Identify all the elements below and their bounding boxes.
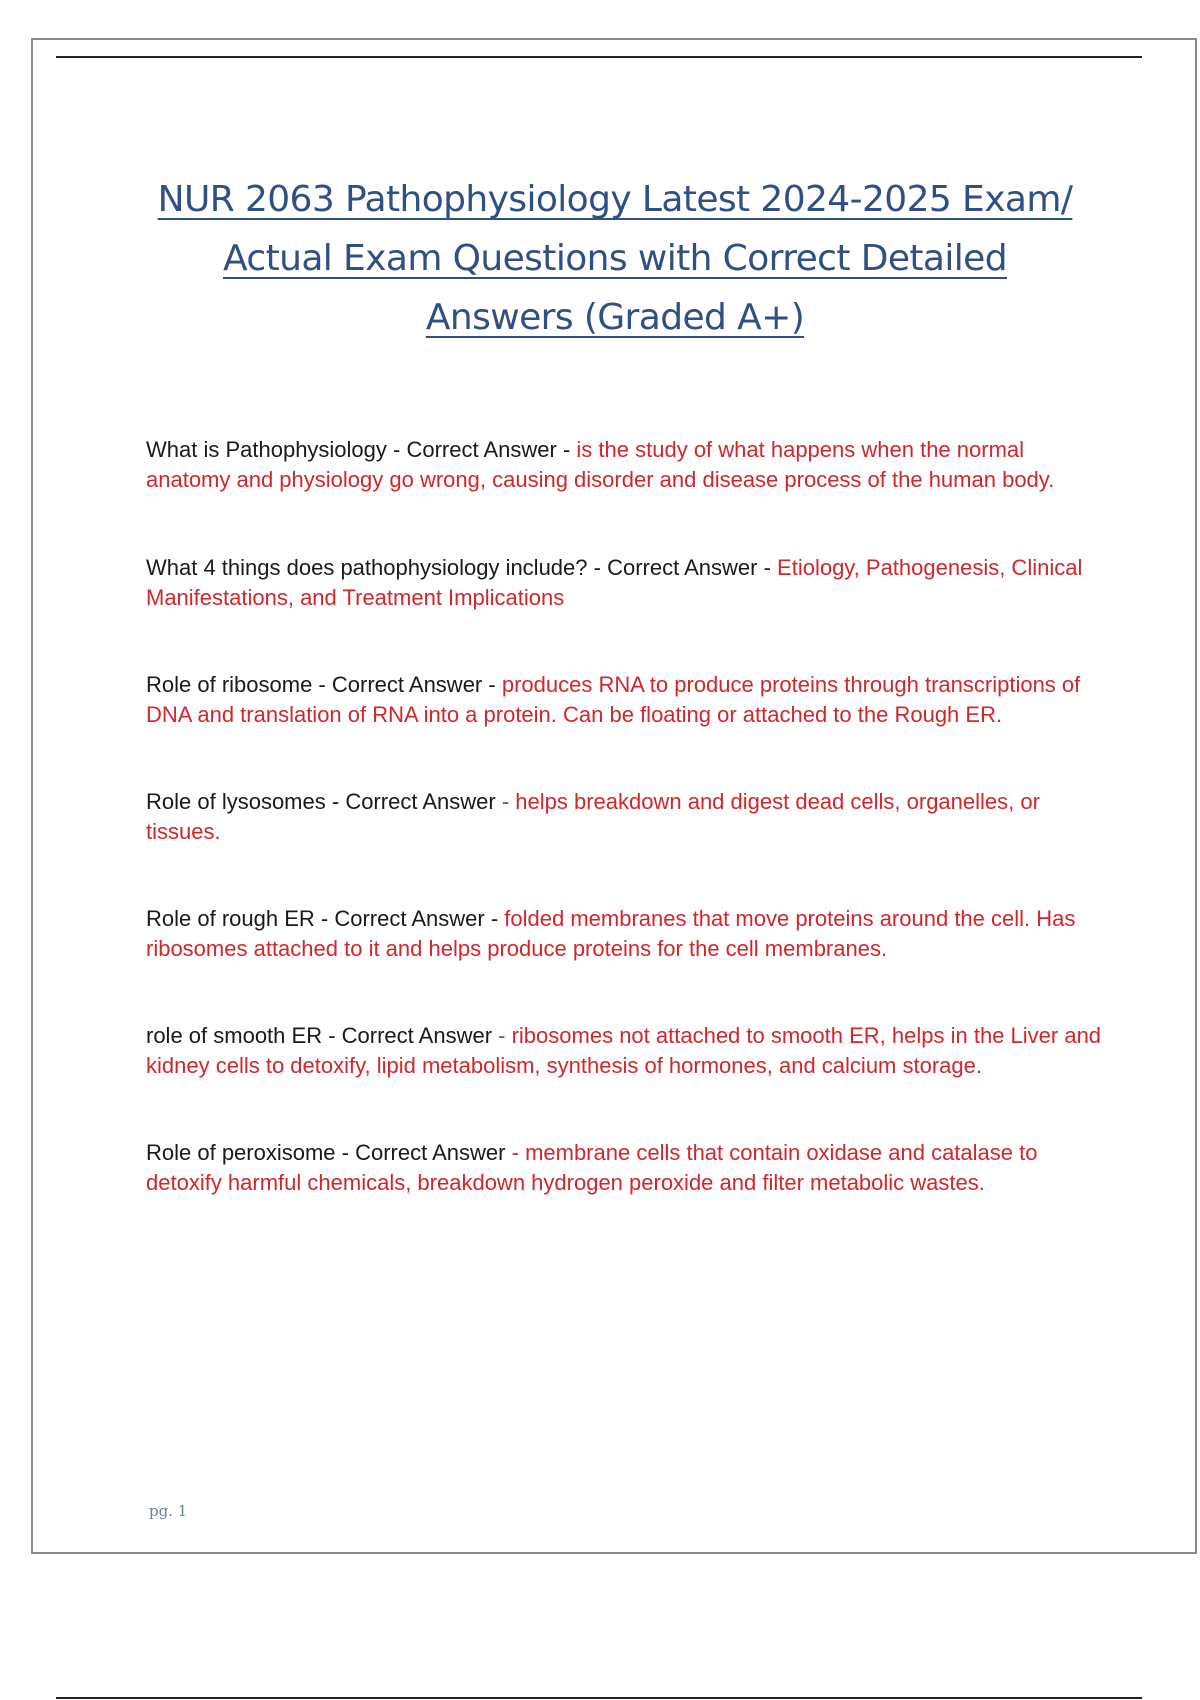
correct-answer-label: Correct Answer (406, 437, 557, 462)
separator: - (482, 672, 502, 697)
question-text: Role of peroxisome (146, 1140, 336, 1165)
question-text: Role of ribosome (146, 672, 313, 697)
separator: - (314, 906, 335, 931)
answer-text: folded membranes that move proteins around the cell. Has ribosomes attached to it and helps produce proteins for the cell membranes. (146, 906, 1076, 961)
separator: - (495, 789, 516, 814)
question-text: What 4 things does pathophysiology include? (146, 555, 588, 580)
separator: - (386, 437, 407, 462)
title-line-2: Actual Exam Questions with Correct Detailed (223, 238, 1007, 279)
answer-text: membrane cells that contain oxidase and catalase to detoxify harmful chemicals, breakdown hydrogen peroxide and filter metabolic wastes. (146, 1140, 1038, 1195)
separator: - (312, 672, 332, 697)
header-rule (56, 56, 1142, 58)
correct-answer-label: Correct Answer (331, 672, 483, 697)
question-text: What is Pathophysiology (146, 437, 387, 462)
separator: - (335, 1140, 356, 1165)
document-title (80, 170, 1150, 347)
correct-answer-label: Correct Answer (355, 1140, 506, 1165)
page-number: pg. 1 (149, 1502, 188, 1520)
question-text: Role of lysosomes (146, 789, 326, 814)
qa-item (146, 904, 1106, 964)
qa-item (146, 670, 1106, 730)
separator: - (492, 1023, 512, 1048)
qa-item (146, 1138, 1106, 1198)
qa-item (146, 553, 1106, 613)
answer-text: is the study of what happens when the normal anatomy and physiology go wrong, causing disorder and disease process of the human body. (146, 437, 1055, 492)
question-text: Role of rough ER (146, 906, 315, 931)
qa-item (146, 1021, 1106, 1081)
separator: - (757, 555, 778, 580)
separator: - (505, 1140, 526, 1165)
separator: - (325, 789, 346, 814)
correct-answer-label: Correct Answer (607, 555, 758, 580)
title-line-3: Answers (Graded A+) (425, 297, 805, 338)
separator: - (322, 1023, 342, 1048)
separator: - (587, 555, 608, 580)
qa-item (146, 435, 1106, 495)
correct-answer-label: Correct Answer (345, 789, 496, 814)
answer-text: helps breakdown and digest dead cells, organelles, or tissues. (146, 789, 1040, 844)
answer-text: Etiology, Pathogenesis, Clinical Manifestations, and Treatment Implications (146, 555, 1083, 610)
next-page-header-rule (56, 1697, 1142, 1699)
answer-text: produces RNA to produce proteins through transcriptions of DNA and translation of RNA into a protein. Can be floating or attached to the Rough ER. (146, 672, 1081, 727)
separator: - (556, 437, 577, 462)
correct-answer-label: Correct Answer (334, 906, 485, 931)
separator: - (484, 906, 505, 931)
question-text: role of smooth ER (146, 1023, 323, 1048)
question-answer-list (146, 435, 1106, 1198)
qa-item (146, 787, 1106, 847)
correct-answer-label: Correct Answer (341, 1023, 493, 1048)
title-line-1: NUR 2063 Pathophysiology Latest 2024-2025 Exam/ (157, 179, 1073, 220)
answer-text: ribosomes not attached to smooth ER, helps in the Liver and kidney cells to detoxify, lipid metabolism, synthesis of hormones, and calcium storage. (146, 1023, 1102, 1078)
